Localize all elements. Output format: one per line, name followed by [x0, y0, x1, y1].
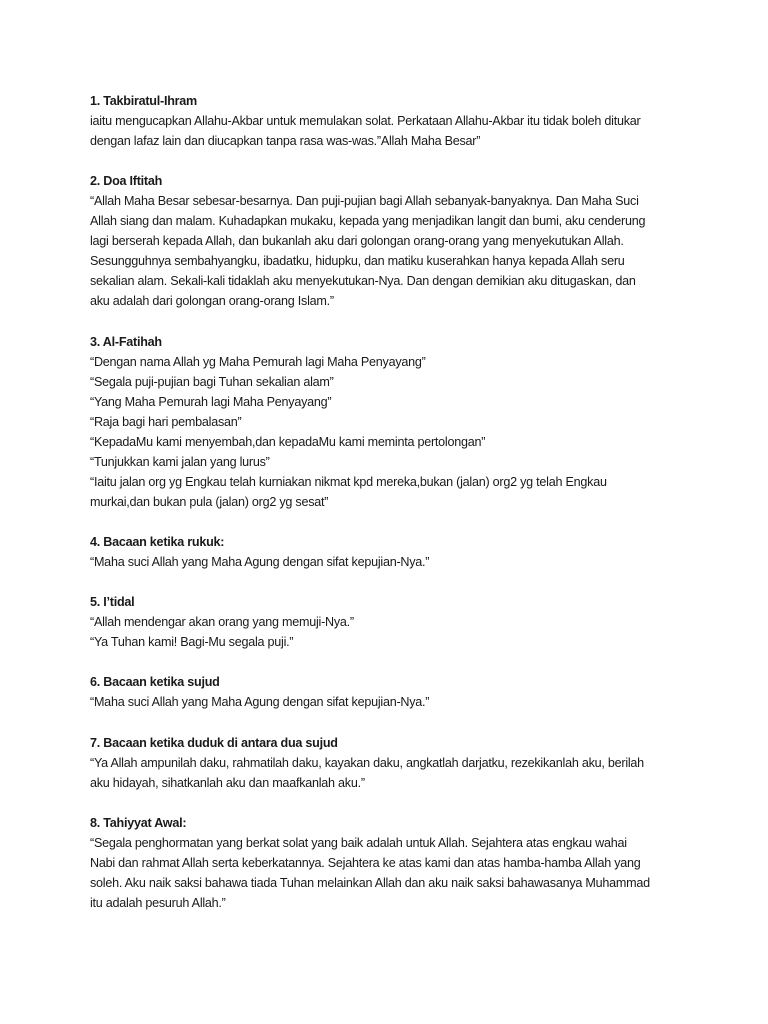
text-line: Sesungguhnya sembahyangku, ibadatku, hidupku, dan matiku kuserahkan hanya kepada Allah seru	[90, 254, 625, 269]
section	[90, 733, 730, 793]
document-body	[90, 91, 730, 933]
text-line: “Dengan nama Allah yg Maha Pemurah lagi Maha Penyayang”	[90, 354, 426, 369]
text-line: iaitu mengucapkan Allahu-Akbar untuk memulakan solat. Perkataan Allahu-Akbar itu tidak boleh ditukar	[90, 114, 641, 129]
text-line: “Ya Tuhan kami! Bagi-Mu segala puji.”	[90, 635, 294, 650]
text-line: aku hidayah, sihatkanlah aku dan maafkanlah aku.”	[90, 775, 365, 790]
section-heading: 8. Tahiyyat Awal:	[90, 815, 187, 830]
section	[90, 171, 730, 311]
text-line: “Iaitu jalan org yg Engkau telah kurniakan nikmat kpd mereka,bukan (jalan) org2 yg telah Engkau	[90, 474, 607, 489]
section-heading: 5. I’tidal	[90, 595, 135, 610]
text-line: itu adalah pesuruh Allah.”	[90, 895, 226, 910]
text-line: murkai,dan bukan pula (jalan) org2 yg sesat”	[90, 494, 329, 509]
text-line: dengan lafaz lain dan diucapkan tanpa rasa was-was.”Allah Maha Besar”	[90, 134, 481, 149]
section-heading: 1. Takbiratul-Ihram	[90, 94, 197, 108]
text-line: “Allah mendengar akan orang yang memuji-Nya.”	[90, 615, 354, 630]
section-heading: 4. Bacaan ketika rukuk:	[90, 535, 225, 550]
text-line: soleh. Aku naik saksi bahawa tiada Tuhan melainkan Allah dan aku naik saksi bahawasanya Muhammad	[90, 875, 650, 890]
section	[90, 813, 730, 913]
text-line: “KepadaMu kami menyembah,dan kepadaMu kami meminta pertolongan”	[90, 434, 486, 449]
text-line: “Maha suci Allah yang Maha Agung dengan sifat kepujian-Nya.”	[90, 695, 430, 710]
section	[90, 672, 730, 712]
text-line: “Segala penghormatan yang berkat solat yang baik adalah untuk Allah. Sejahtera atas engkau wahai	[90, 835, 627, 850]
text-line: sekalian alam. Sekali-kali tidaklah aku menyekutukan-Nya. Dan dengan demikian aku ditugaskan, dan	[90, 274, 636, 289]
section	[90, 91, 730, 151]
text-line: “Ya Allah ampunilah daku, rahmatilah daku, kayakan daku, angkatlah darjatku, rezekikanlah aku, berilah	[90, 755, 644, 770]
text-line: “Tunjukkan kami jalan yang lurus”	[90, 454, 270, 469]
text-line: “Raja bagi hari pembalasan”	[90, 414, 242, 429]
section	[90, 332, 730, 512]
section	[90, 592, 730, 652]
text-line: lagi berserah kepada Allah, dan bukanlah aku dari golongan orang-orang yang menyekutukan Allah.	[90, 234, 624, 249]
section-heading: 2. Doa Iftitah	[90, 174, 163, 189]
text-line: “Segala puji-pujian bagi Tuhan sekalian alam”	[90, 374, 334, 389]
text-line: “Allah Maha Besar sebesar-besarnya. Dan puji-pujian bagi Allah sebanyak-banyaknya. Dan Maha Suci	[90, 194, 639, 209]
text-line: Nabi dan rahmat Allah serta keberkatannya. Sejahtera ke atas kami dan atas hamba-hamba Allah yang	[90, 855, 641, 870]
section-heading: 7. Bacaan ketika duduk di antara dua sujud	[90, 735, 338, 750]
text-line: Allah siang dan malam. Kuhadapkan mukaku, kepada yang menjadikan langit dan bumi, aku cenderung	[90, 214, 646, 229]
section-heading: 6. Bacaan ketika sujud	[90, 675, 220, 690]
text-line: aku adalah dari golongan orang-orang Islam.”	[90, 294, 334, 309]
section-heading: 3. Al-Fatihah	[90, 334, 162, 349]
section	[90, 532, 730, 572]
text-line: “Yang Maha Pemurah lagi Maha Penyayang”	[90, 394, 332, 409]
text-line: “Maha suci Allah yang Maha Agung dengan sifat kepujian-Nya.”	[90, 555, 430, 570]
